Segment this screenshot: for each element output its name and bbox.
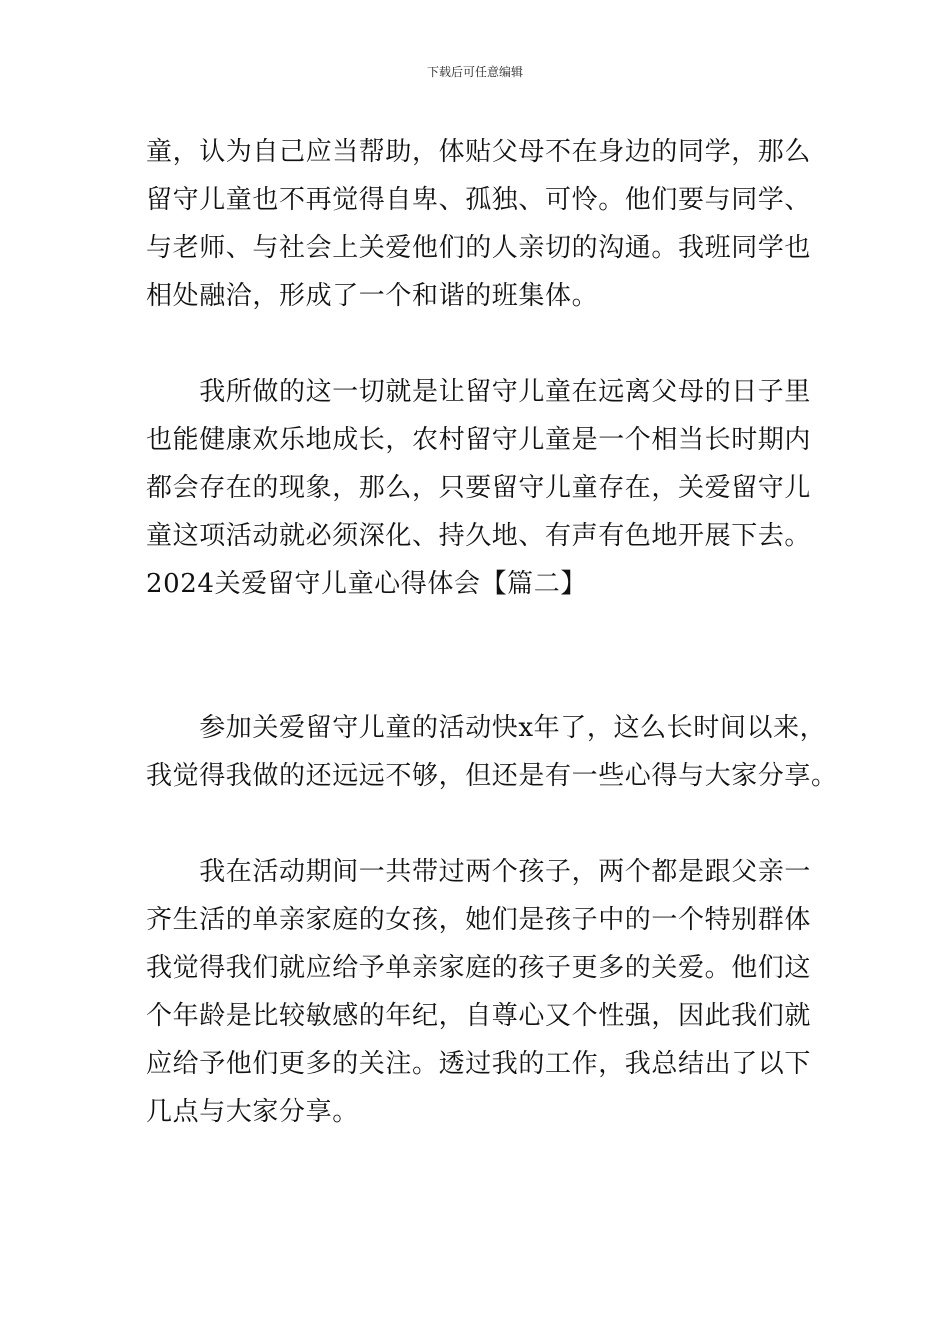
paragraph-spacer	[146, 608, 810, 704]
page-header: 下载后可任意编辑	[426, 65, 523, 79]
text-line: 几点与大家分享。	[146, 1097, 359, 1127]
text-line: 个年龄是比较敏感的年纪，自尊心又个性强，因此我们就	[146, 1001, 812, 1031]
paragraph-4	[146, 848, 810, 1136]
paragraph-1	[146, 128, 810, 320]
text-line: 参加关爱留守儿童的活动快x年了，这么长时间以来，	[146, 713, 827, 743]
section-heading: 2024关爱留守儿童心得体会【篇二】	[146, 569, 587, 599]
text-line: 童这项活动就必须深化、持久地、有声有色地开展下去。	[146, 521, 812, 551]
text-line: 齐生活的单亲家庭的女孩，她们是孩子中的一个特别群体	[146, 905, 812, 935]
paragraph-3	[146, 704, 838, 800]
text-line: 也能健康欢乐地成长，农村留守儿童是一个相当长时期内	[146, 425, 812, 455]
paragraph-spacer	[146, 320, 810, 368]
paragraph-spacer	[146, 800, 810, 848]
text-line: 相处融洽，形成了一个和谐的班集体。	[146, 281, 599, 311]
text-line: 与老师、与社会上关爱他们的人亲切的沟通。我班同学也	[146, 233, 812, 263]
text-line: 应给予他们更多的关注。透过我的工作，我总结出了以下	[146, 1049, 812, 1079]
paragraph-2	[146, 368, 810, 560]
text-line: 都会存在的现象，那么，只要留守儿童存在，关爱留守儿	[146, 473, 812, 503]
document-body	[146, 128, 838, 1136]
text-line: 我觉得我做的还远远不够，但还是有一些心得与大家分享。	[146, 761, 838, 791]
text-line: 我所做的这一切就是让留守儿童在远离父母的日子里	[146, 377, 812, 407]
text-line: 我在活动期间一共带过两个孩子，两个都是跟父亲一	[146, 857, 812, 887]
text-line: 童，认为自己应当帮助，体贴父母不在身边的同学，那么	[146, 137, 812, 167]
text-line: 我觉得我们就应给予单亲家庭的孩子更多的关爱。他们这	[146, 953, 812, 983]
text-line: 留守儿童也不再觉得自卑、孤独、可怜。他们要与同学、	[146, 185, 812, 215]
